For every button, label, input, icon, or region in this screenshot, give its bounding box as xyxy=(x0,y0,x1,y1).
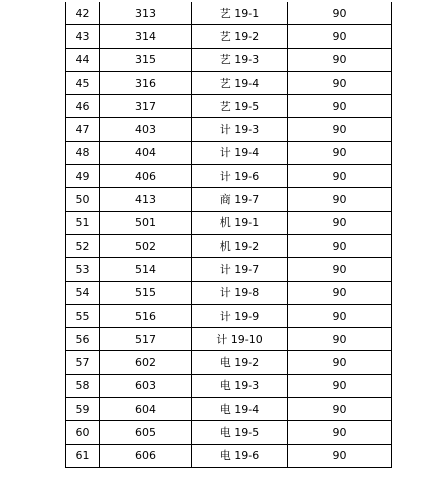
cell-room: 403 xyxy=(100,118,192,141)
cell-class: 机 19-1 xyxy=(192,211,288,234)
cell-room: 413 xyxy=(100,188,192,211)
cell-class: 艺 19-1 xyxy=(192,2,288,25)
cell-room: 514 xyxy=(100,258,192,281)
cell-seq: 58 xyxy=(66,374,100,397)
cell-class: 计 19-8 xyxy=(192,281,288,304)
cell-count: 90 xyxy=(288,165,392,188)
cell-count: 90 xyxy=(288,328,392,351)
cell-count: 90 xyxy=(288,188,392,211)
cell-class: 计 19-7 xyxy=(192,258,288,281)
cell-seq: 50 xyxy=(66,188,100,211)
cell-room: 515 xyxy=(100,281,192,304)
table-row xyxy=(66,71,392,94)
table-row xyxy=(66,351,392,374)
cell-room: 317 xyxy=(100,95,192,118)
cell-seq: 42 xyxy=(66,2,100,25)
cell-seq: 61 xyxy=(66,444,100,467)
cell-class: 计 19-4 xyxy=(192,141,288,164)
cell-seq: 45 xyxy=(66,71,100,94)
cell-class: 艺 19-2 xyxy=(192,25,288,48)
cell-room: 605 xyxy=(100,421,192,444)
table-row xyxy=(66,398,392,421)
cell-seq: 59 xyxy=(66,398,100,421)
table-row xyxy=(66,234,392,257)
table-row xyxy=(66,165,392,188)
cell-seq: 52 xyxy=(66,234,100,257)
cell-class: 电 19-4 xyxy=(192,398,288,421)
cell-seq: 54 xyxy=(66,281,100,304)
cell-seq: 53 xyxy=(66,258,100,281)
cell-seq: 48 xyxy=(66,141,100,164)
cell-class: 艺 19-5 xyxy=(192,95,288,118)
table-row xyxy=(66,374,392,397)
cell-seq: 43 xyxy=(66,25,100,48)
cell-seq: 44 xyxy=(66,48,100,71)
cell-room: 602 xyxy=(100,351,192,374)
table-row xyxy=(66,258,392,281)
cell-seq: 55 xyxy=(66,304,100,327)
table-row xyxy=(66,95,392,118)
cell-class: 电 19-6 xyxy=(192,444,288,467)
cell-class: 计 19-6 xyxy=(192,165,288,188)
cell-seq: 60 xyxy=(66,421,100,444)
table-row xyxy=(66,444,392,467)
cell-room: 313 xyxy=(100,2,192,25)
cell-count: 90 xyxy=(288,2,392,25)
cell-seq: 51 xyxy=(66,211,100,234)
cell-count: 90 xyxy=(288,118,392,141)
cell-room: 314 xyxy=(100,25,192,48)
table-row xyxy=(66,141,392,164)
cell-count: 90 xyxy=(288,258,392,281)
cell-count: 90 xyxy=(288,25,392,48)
table-row xyxy=(66,25,392,48)
cell-count: 90 xyxy=(288,141,392,164)
cell-count: 90 xyxy=(288,281,392,304)
table-row xyxy=(66,328,392,351)
table-row xyxy=(66,48,392,71)
cell-seq: 49 xyxy=(66,165,100,188)
cell-room: 517 xyxy=(100,328,192,351)
cell-room: 502 xyxy=(100,234,192,257)
cell-class: 艺 19-4 xyxy=(192,71,288,94)
cell-room: 516 xyxy=(100,304,192,327)
cell-count: 90 xyxy=(288,234,392,257)
table-row xyxy=(66,211,392,234)
cell-room: 404 xyxy=(100,141,192,164)
cell-count: 90 xyxy=(288,211,392,234)
cell-room: 316 xyxy=(100,71,192,94)
table-body xyxy=(66,2,392,467)
cell-count: 90 xyxy=(288,421,392,444)
cell-count: 90 xyxy=(288,95,392,118)
data-table xyxy=(65,2,392,468)
table-row xyxy=(66,304,392,327)
cell-class: 电 19-2 xyxy=(192,351,288,374)
cell-seq: 56 xyxy=(66,328,100,351)
cell-seq: 47 xyxy=(66,118,100,141)
table-row xyxy=(66,188,392,211)
cell-class: 计 19-10 xyxy=(192,328,288,351)
cell-room: 604 xyxy=(100,398,192,421)
cell-class: 计 19-9 xyxy=(192,304,288,327)
cell-count: 90 xyxy=(288,351,392,374)
cell-count: 90 xyxy=(288,304,392,327)
cell-count: 90 xyxy=(288,374,392,397)
cell-count: 90 xyxy=(288,398,392,421)
table-row xyxy=(66,281,392,304)
cell-count: 90 xyxy=(288,48,392,71)
cell-seq: 57 xyxy=(66,351,100,374)
cell-room: 406 xyxy=(100,165,192,188)
cell-room: 606 xyxy=(100,444,192,467)
cell-class: 电 19-3 xyxy=(192,374,288,397)
cell-class: 电 19-5 xyxy=(192,421,288,444)
table-row xyxy=(66,2,392,25)
table-row xyxy=(66,118,392,141)
cell-class: 计 19-3 xyxy=(192,118,288,141)
cell-class: 艺 19-3 xyxy=(192,48,288,71)
cell-class: 机 19-2 xyxy=(192,234,288,257)
cell-count: 90 xyxy=(288,71,392,94)
cell-seq: 46 xyxy=(66,95,100,118)
cell-class: 商 19-7 xyxy=(192,188,288,211)
cell-room: 501 xyxy=(100,211,192,234)
cell-room: 603 xyxy=(100,374,192,397)
table-row xyxy=(66,421,392,444)
spreadsheet-table-container xyxy=(65,2,392,468)
cell-room: 315 xyxy=(100,48,192,71)
cell-count: 90 xyxy=(288,444,392,467)
